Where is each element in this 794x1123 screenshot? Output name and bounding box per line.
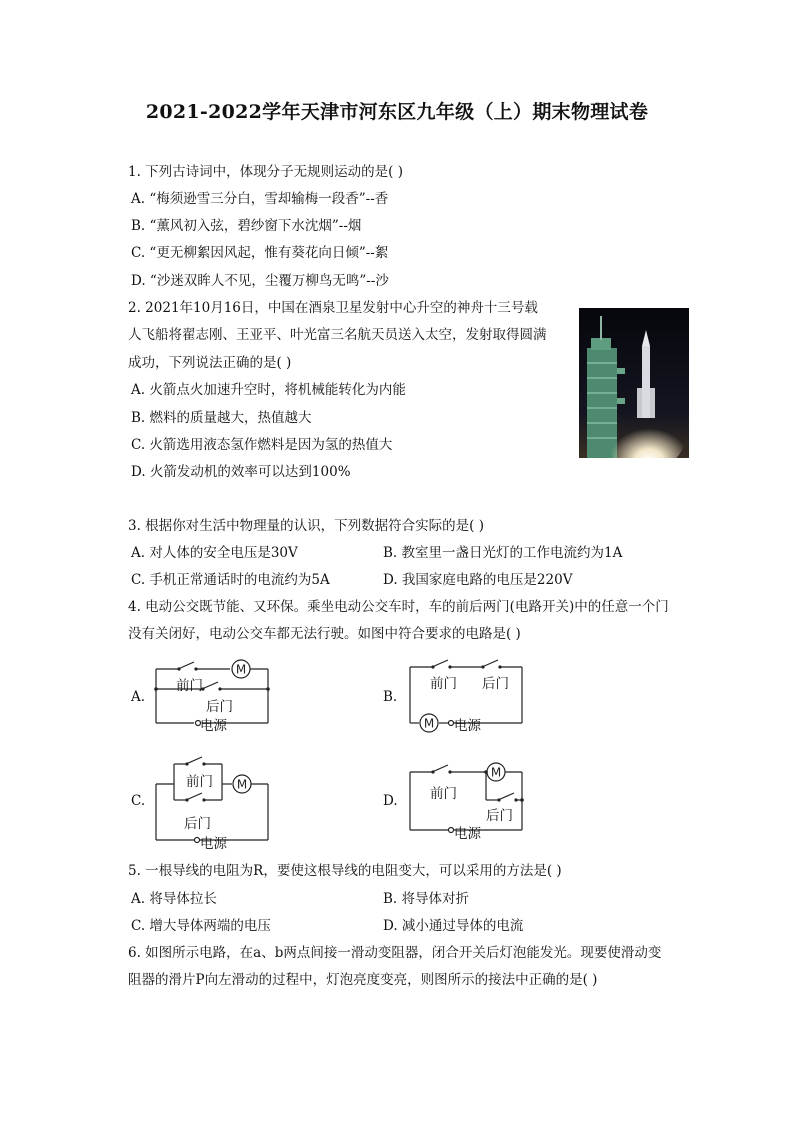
q2-option-a: A. 火箭点火加速升空时，将机械能转化为内能	[131, 382, 406, 398]
q2-stem-line2: 人飞船将翟志刚、王亚平、叶光富三名航天员送入太空，发射取得圆满	[128, 327, 547, 343]
circuit-c-power-label: 电源	[200, 836, 227, 852]
circuit-b-power-label: 电源	[454, 718, 481, 734]
circuit-d-back-door-label: 后门	[486, 808, 513, 824]
circuit-c-back-door-label: 后门	[184, 816, 211, 832]
circuit-a-front-door-label: 前门	[176, 678, 203, 694]
motor-symbol-b: M	[423, 716, 435, 731]
q1-option-b: B. “薰风初入弦，碧纱窗下水沈烟”--烟	[131, 218, 362, 234]
q4-stem-line1: 4. 电动公交既节能、又环保。乘坐电动公交车时，车的前后两门(电路开关)中的任意一个门	[128, 599, 669, 615]
page-title: 2021-2022学年天津市河东区九年级（上）期末物理试卷	[145, 101, 649, 123]
q4-option-c-label: C.	[131, 793, 146, 809]
q4-option-d-label: D.	[383, 793, 398, 809]
rocket-launch-photo	[579, 308, 689, 458]
q3-option-a: A. 对人体的安全电压是30V	[131, 545, 298, 561]
q2-option-d: D. 火箭发动机的效率可以达到100%	[131, 464, 351, 480]
q5-option-a: A. 将导体拉长	[131, 891, 217, 907]
q4-option-a-label: A.	[131, 689, 146, 705]
q4-option-b-label: B.	[383, 689, 398, 705]
circuit-d-power-label: 电源	[454, 826, 481, 842]
motor-symbol-c: M	[236, 777, 248, 792]
q3-option-c: C. 手机正常通话时的电流约为5A	[131, 572, 330, 588]
circuit-c-front-door-label: 前门	[186, 774, 213, 790]
q3-option-b: B. 教室里一盏日光灯的工作电流约为1A	[383, 545, 623, 561]
q5-option-b: B. 将导体对折	[383, 891, 470, 907]
q5-option-c: C. 增大导体两端的电压	[131, 918, 271, 934]
circuit-a-back-door-label: 后门	[206, 699, 233, 715]
q2-option-b: B. 燃料的质量越大，热值越大	[131, 410, 312, 426]
q1-option-a: A. “梅须逊雪三分白，雪却输梅一段香”--香	[131, 191, 389, 207]
q2-stem-line3: 成功，下列说法正确的是( )	[128, 355, 292, 371]
q6-stem-line1: 6. 如图所示电路，在a、b两点间接一滑动变阻器，闭合开关后灯泡能发光。现要使滑动变	[128, 945, 662, 961]
q3-option-d: D. 我国家庭电路的电压是220V	[383, 572, 573, 588]
q3-stem: 3. 根据你对生活中物理量的认识，下列数据符合实际的是( )	[128, 518, 484, 534]
circuit-b-back-door-label: 后门	[482, 676, 509, 692]
q1-option-d: D. “沙迷双眸人不见，尘覆万柳鸟无鸣”--沙	[131, 273, 389, 289]
q4-stem-line2: 没有关闭好，电动公交车都无法行驶。如图中符合要求的电路是( )	[128, 626, 521, 642]
q6-stem-line2: 阻器的滑片P向左滑动的过程中，灯泡亮度变亮，则图所示的接法中正确的是( )	[128, 972, 598, 988]
q5-option-d: D. 减小通过导体的电流	[383, 918, 524, 934]
circuit-b-front-door-label: 前门	[430, 676, 457, 692]
q1-option-c: C. “更无柳絮因风起，惟有葵花向日倾”--絮	[131, 245, 389, 261]
q1-stem: 1. 下列古诗词中，体现分子无规则运动的是( )	[128, 164, 403, 180]
q2-stem-line1: 2. 2021年10月16日，中国在酒泉卫星发射中心升空的神舟十三号载	[128, 300, 538, 316]
q2-option-c: C. 火箭选用液态氢作燃料是因为氢的热值大	[131, 437, 393, 453]
circuit-d-front-door-label: 前门	[430, 786, 457, 802]
circuit-a-power-label: 电源	[200, 718, 227, 734]
motor-symbol-d: M	[490, 765, 502, 780]
q5-stem: 5. 一根导线的电阻为R，要使这根导线的电阻变大，可以采用的方法是( )	[128, 863, 562, 879]
motor-symbol-a: M	[235, 662, 247, 677]
